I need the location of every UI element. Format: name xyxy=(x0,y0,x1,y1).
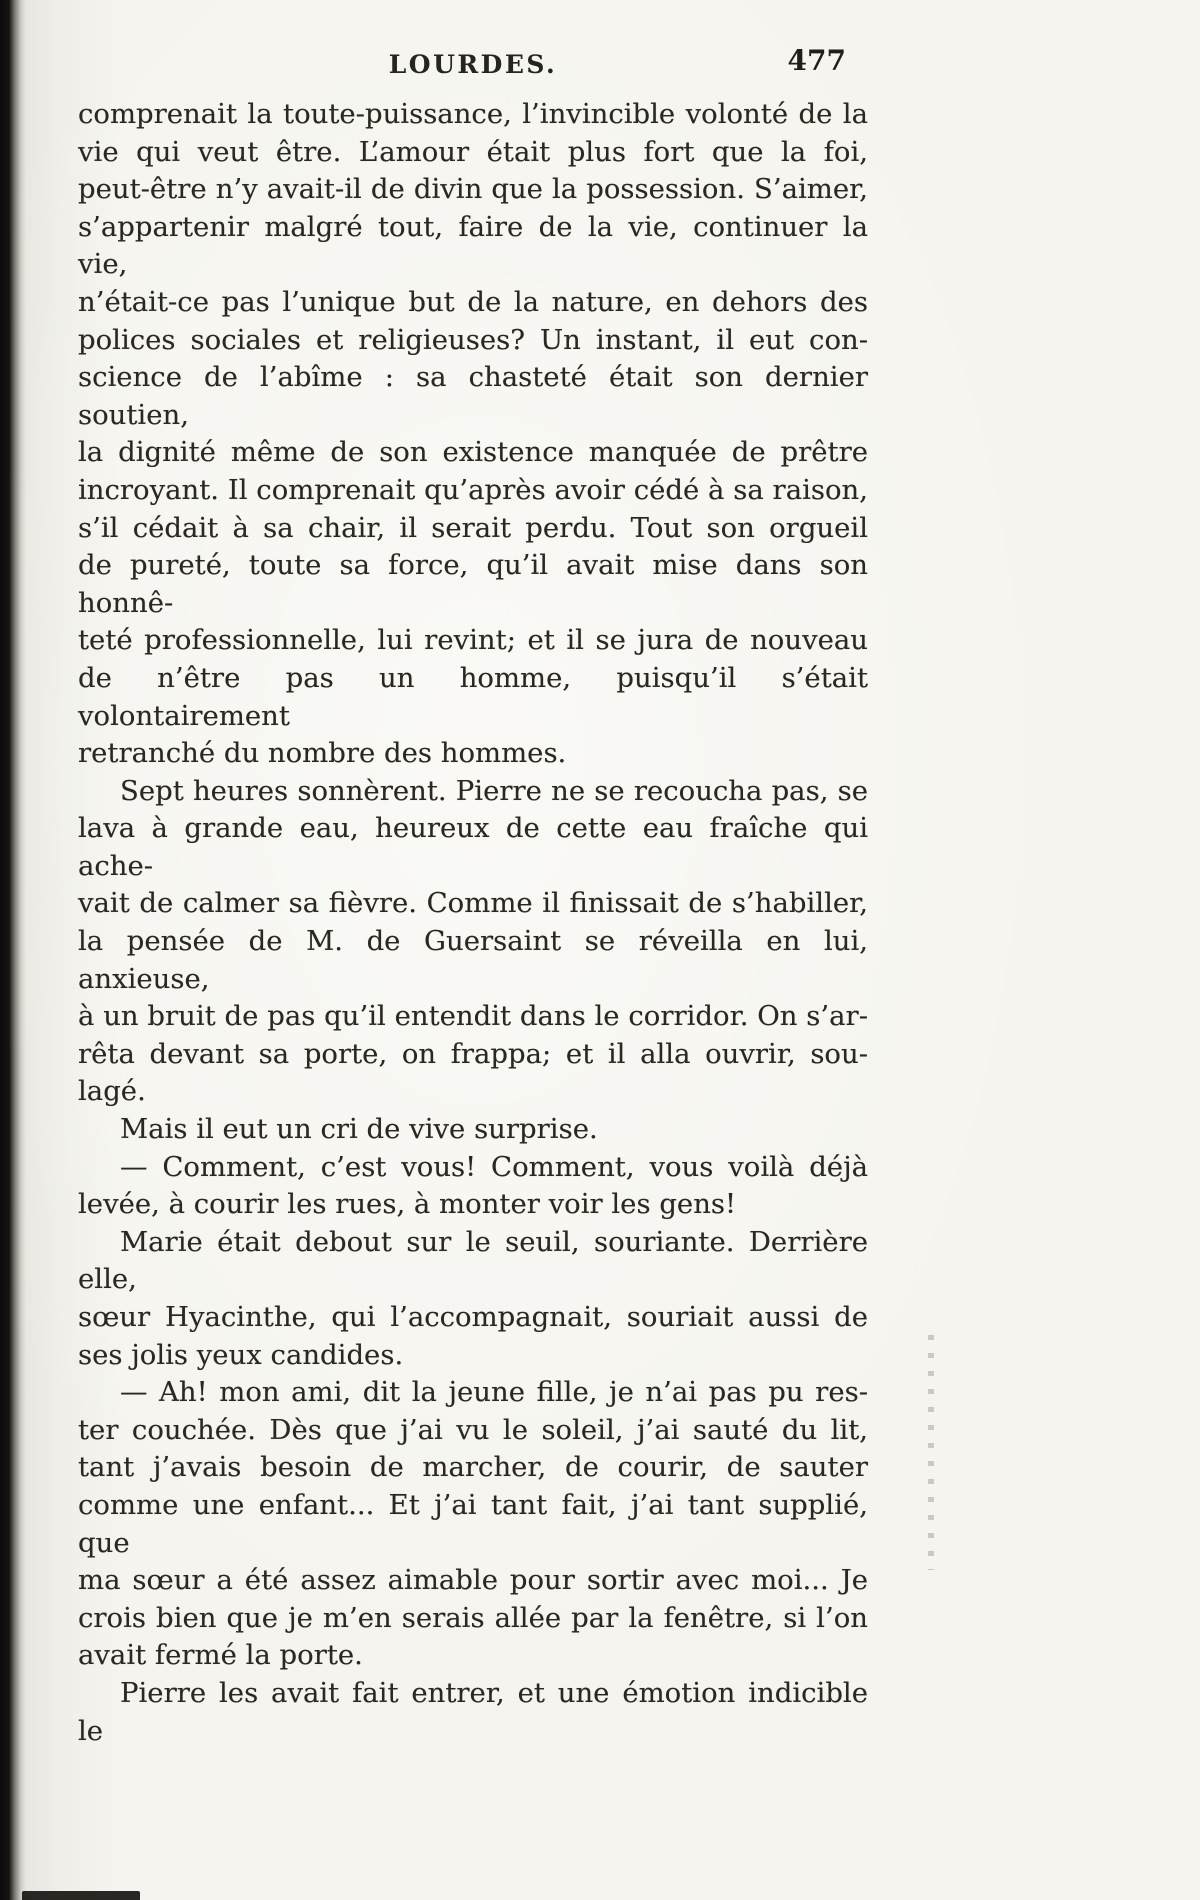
text-line: sœur Hyacinthe, qui l’accompagnait, souriait aussi de xyxy=(78,1301,868,1333)
text-line: lava à grande eau, heureux de cette eau fraîche qui ache- xyxy=(78,812,868,882)
text-line: n’était-ce pas l’unique but de la nature, en dehors des xyxy=(78,285,868,318)
text-line: incroyant. Il comprenait qu’après avoir cédé à sa raison, xyxy=(78,473,868,506)
text-line: ter couchée. Dès que j’ai vu le soleil, j’ai sauté du lit, xyxy=(78,1413,868,1446)
text-line: crois bien que je m’en serais allée par la fenêtre, si l’on xyxy=(78,1601,868,1634)
text-line: de pureté, toute sa force, qu’il avait mise dans son honnê- xyxy=(78,549,868,619)
text-line: — Comment, c’est vous! Comment, vous voilà déjà xyxy=(120,1150,868,1183)
text-line: retranché du nombre des hommes. xyxy=(78,737,567,770)
text-line: ma sœur a été assez aimable pour sortir avec moi... Je xyxy=(78,1564,868,1597)
text-line: lagé. xyxy=(78,1075,146,1108)
text-line: s’appartenir malgré tout, faire de la vie, continuer la vie, xyxy=(78,210,868,281)
text-line: s’il cédait à sa chair, il serait perdu. Tout son orgueil xyxy=(78,511,868,544)
text-line: Pierre les avait fait entrer, et une émotion indicible le xyxy=(78,1676,868,1747)
text-line: polices sociales et religieuses? Un instant, il eut con- xyxy=(78,323,868,356)
text-line: levée, à courir les rues, à monter voir les gens! xyxy=(78,1188,737,1221)
scan-bottom-mark xyxy=(22,1891,140,1900)
text-line: avait fermé la porte. xyxy=(78,1639,363,1672)
running-title: LOURDES. xyxy=(388,50,558,79)
page-text xyxy=(78,96,868,1750)
text-line: de n’être pas un homme, puisqu’il s’était volontairement xyxy=(78,661,868,732)
text-line: peut-être n’y avait-il de divin que la possession. S’aimer, xyxy=(78,173,868,206)
text-line: teté professionnelle, lui revint; et il se jura de nouveau xyxy=(78,624,868,657)
text-line: ses jolis yeux candides. xyxy=(78,1338,404,1371)
text-line: Mais il eut un cri de vive surprise. xyxy=(120,1113,598,1146)
text-line: la dignité même de son existence manquée de prêtre xyxy=(78,436,868,469)
text-line: la pensée de M. de Guersaint se réveilla en lui, anxieuse, xyxy=(78,925,868,995)
text-line: vie qui veut être. L’amour était plus fort que la foi, xyxy=(78,135,868,168)
page-header xyxy=(78,44,868,88)
text-line: rêta devant sa porte, on frappa; et il alla ouvrir, sou- xyxy=(78,1037,868,1070)
binding-shadow xyxy=(0,0,26,1900)
text-line: vait de calmer sa fièvre. Comme il finissait de s’habiller, xyxy=(78,887,868,920)
text-line: Marie était debout sur le seuil, souriante. Derrière elle, xyxy=(78,1225,868,1296)
text-line: à un bruit de pas qu’il entendit dans le corridor. On s’ar- xyxy=(78,1000,868,1033)
text-line: comme une enfant... Et j’ai tant fait, j’ai tant supplié, que xyxy=(78,1488,868,1559)
text-line: Sept heures sonnèrent. Pierre ne se recoucha pas, se xyxy=(120,774,868,807)
text-line: science de l’abîme : sa chasteté était son dernier soutien, xyxy=(78,361,868,431)
page-number: 477 xyxy=(787,44,846,77)
margin-scan-artifact xyxy=(928,1335,934,1570)
text-line: — Ah! mon ami, dit la jeune fille, je n’ai pas pu res- xyxy=(120,1376,868,1409)
text-line: tant j’avais besoin de marcher, de courir, de sauter xyxy=(78,1451,868,1484)
text-line: comprenait la toute-puissance, l’invincible volonté de la xyxy=(78,98,868,130)
